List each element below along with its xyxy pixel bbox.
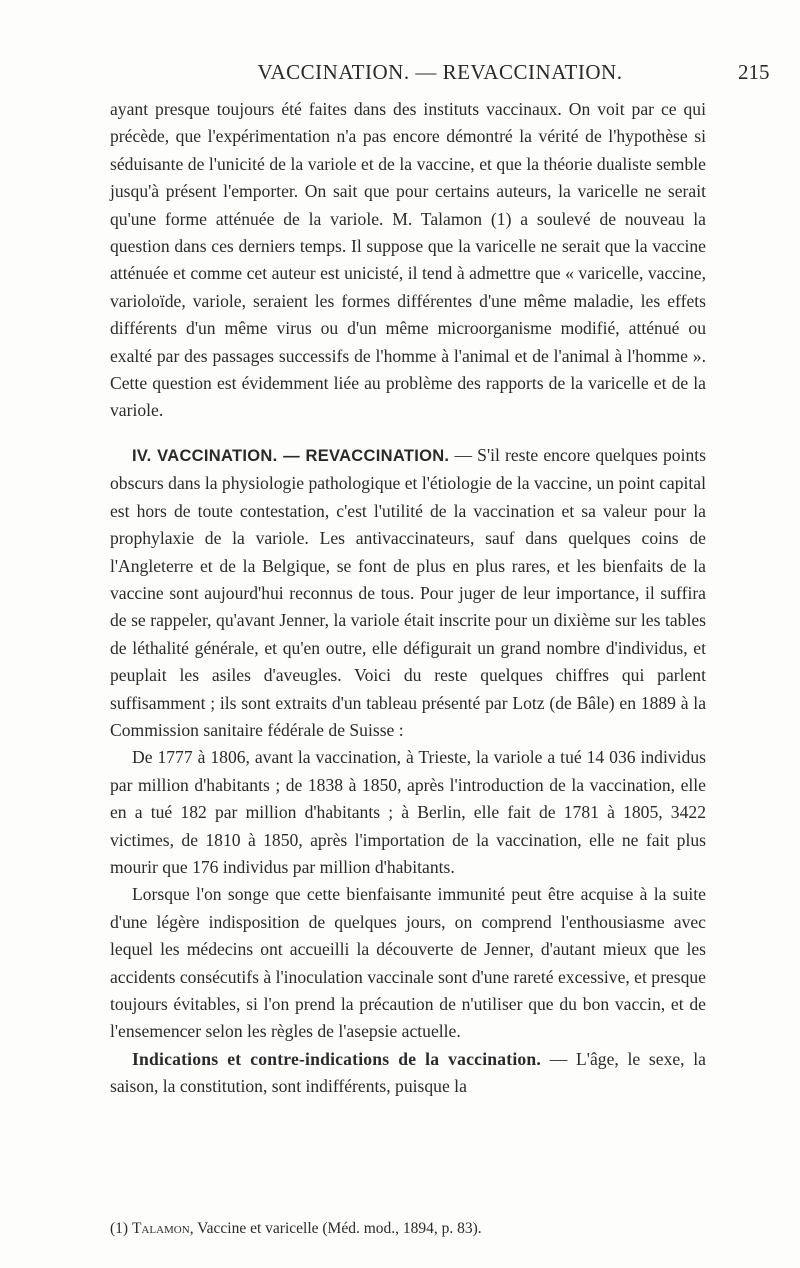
footnote-author: Talamon, xyxy=(131,1220,194,1237)
paragraph-immunity: Lorsque l'on songe que cette bienfaisante immunité peut être acquise à la suite d'une légère indisposition de quelques jours, on comprend l'enthousiasme avec lequel les médecins ont accueilli la découverte de Jenner, d'autant mieux que les accidents consécutifs à l'inoculation vaccinale sont d'une rareté excessive, et presque toujours évitables, si l'on prend la précaution de n'utiliser que du bon vaccin, et de l'ensemencer selon les règles de l'asepsie actuelle. xyxy=(110,884,706,1042)
footnote-text: Vaccine et varicelle (Méd. mod., 1894, p. 83). xyxy=(193,1220,482,1237)
paragraph-section-iv xyxy=(110,442,706,744)
section-iv-text: — S'il reste encore quelques points obscurs dans la physiologie pathologique et l'étiologie de la vaccine, un point capital est hors de toute contestation, c'est l'utilité de la vaccination et sa valeur pour la prophylaxie de la variole. Les antivaccinateurs, sauf dans quelques coins de l'Angleterre et de la Belgique, se font de plus en plus rares, et les bienfaits de la vaccine sont aujourd'hui reconnus de tous. Pour juger de leur importance, il suffira de se rappeler, qu'avant Jenner, la variole était inscrite pour un dixième sur les tables de léthalité générale, et qu'en outre, elle défigurait un grand nombre d'individus, et peuplait les asiles d'aveugles. Voici du reste quelques chiffres qui parlent suffisamment ; ils sont extraits d'un tableau présenté par Lotz (de Bâle) en 1889 à la Commission sanitaire fédérale de Suisse : xyxy=(110,444,706,740)
indications-text: — L'âge, le sexe, la saison, la constitution, sont indifférents, puisque la xyxy=(110,1048,706,1097)
subsection-heading: Indications et contre-indications de la vaccination. xyxy=(132,1048,541,1069)
paragraph-continuation: ayant presque toujours été faites dans des instituts vaccinaux. On voit par ce qui précède, que l'expérimentation n'a pas encore démontré la vérité de l'hypothèse si séduisante de l'unicité de la variole et de la vaccine, et que la théorie dualiste semble jusqu'à présent l'emporter. On sait que pour certains auteurs, la varicelle ne serait qu'une forme atténuée de la variole. M. Talamon (1) a soulevé de nouveau la question dans ces derniers temps. Il suppose que la varicelle ne serait que la vaccine atténuée et comme cet auteur est unicisté, il tend à admettre que « varicelle, vaccine, varioloïde, variole, seraient les formes différentes d'une même maladie, les effets différents d'un même virus ou d'un même microorganisme modifié, atténué ou exalté par des passages successifs de l'homme à l'animal et de l'animal à l'homme ». Cette question est évidemment liée au problème des rapports de la varicelle et de la variole. xyxy=(110,99,706,421)
running-head: VACCINATION. — REVACCINATION. xyxy=(257,60,623,84)
footnote xyxy=(110,1218,706,1240)
page-header xyxy=(0,60,800,90)
paragraph-statistics: De 1777 à 1806, avant la vaccination, à Trieste, la variole a tué 14 036 individus par million d'habitants ; de 1838 à 1850, après l'introduction de la vaccination, elle en a tué 182 par million d'habitants ; à Berlin, elle fait de 1781 à 1805, 3422 victimes, de 1810 à 1850, après l'importation de la vaccination, elle ne fait plus mourir que 176 individus par million d'habitants. xyxy=(110,747,706,877)
footnote-marker: (1) xyxy=(110,1220,129,1237)
section-heading: IV. VACCINATION. — REVACCINATION. xyxy=(132,446,450,465)
main-text xyxy=(110,96,706,1101)
page-number: 215 xyxy=(738,60,770,84)
paragraph-indications xyxy=(110,1046,706,1101)
